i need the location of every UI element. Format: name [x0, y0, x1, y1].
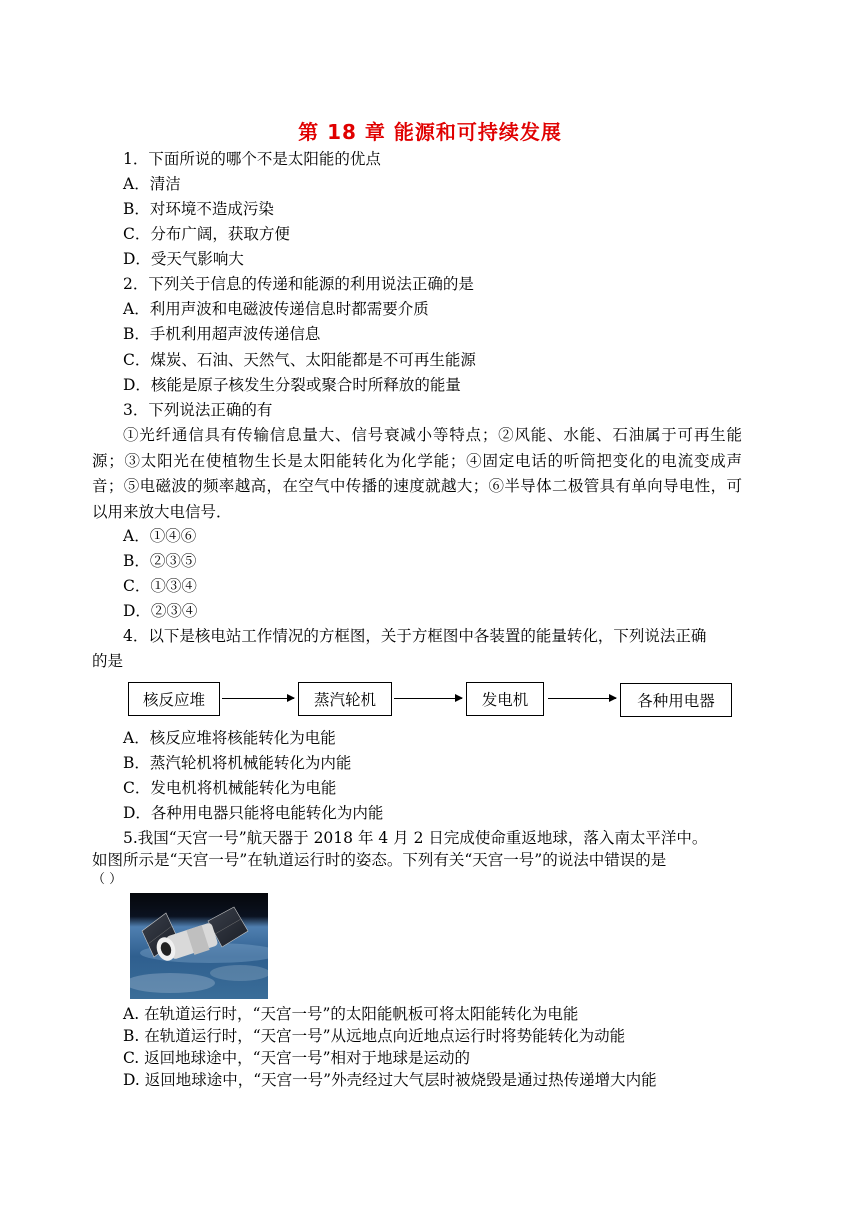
- question-3-stem: 3．下列说法正确的有: [123, 401, 273, 419]
- question-3-option-c: C．①③④: [123, 577, 197, 595]
- diagram-arrow-2: [394, 698, 462, 699]
- tiangong-spacecraft-icon: [130, 893, 268, 999]
- question-1-option-a: A．清洁: [123, 175, 181, 193]
- question-1-option-c: C．分布广阔，获取方便: [123, 225, 290, 243]
- question-2-stem: 2．下列关于信息的传递和能源的利用说法正确的是: [123, 275, 474, 293]
- question-2-option-d: D．核能是原子核发生分裂或聚合时所释放的能量: [123, 376, 461, 394]
- question-4-stem-line2: 的是: [92, 652, 124, 670]
- question-1-option-b: B．对环境不造成污染: [123, 200, 274, 218]
- question-2-option-c: C．煤炭、石油、天然气、太阳能都是不可再生能源: [123, 351, 476, 369]
- diagram-box-turbine: 蒸汽轮机: [298, 682, 392, 716]
- question-4-option-c: C．发电机将机械能转化为电能: [123, 779, 337, 797]
- question-5-answer-blank: （ ）: [92, 872, 123, 887]
- question-4-stem-line1: 4．以下是核电站工作情况的方框图，关于方框图中各装置的能量转化，下列说法正确: [123, 627, 707, 645]
- question-5-stem-line2: 如图所示是“天宫一号”在轨道运行时的姿态。下列有关“天宫一号”的说法中错误的是: [92, 851, 667, 869]
- question-5-option-a: A. 在轨道运行时，“天宫一号”的太阳能帆板可将太阳能转化为电能: [123, 1005, 579, 1023]
- question-4-option-a: A．核反应堆将核能转化为电能: [123, 729, 336, 747]
- diagram-box-reactor: 核反应堆: [128, 682, 220, 716]
- question-3-option-a: A．①④⑥: [123, 527, 197, 545]
- diagram-box-appliances: 各种用电器: [620, 683, 732, 717]
- diagram-arrow-1: [222, 698, 294, 699]
- question-5-stem-line1: 5.我国“天宫一号”航天器于 2018 年 4 月 2 日完成使命重返地球，落入南太平洋中。: [123, 829, 708, 847]
- question-3-option-b: B．②③⑤: [123, 552, 197, 570]
- question-2-option-a: A．利用声波和电磁波传递信息时都需要介质: [123, 300, 429, 318]
- diagram-box-generator: 发电机: [466, 682, 544, 716]
- diagram-arrow-3: [548, 698, 616, 699]
- question-4-option-b: B．蒸汽轮机将机械能转化为内能: [123, 754, 352, 772]
- chapter-title: 第 18 章 能源和可持续发展: [298, 120, 562, 144]
- question-3-option-d: D．②③④: [123, 602, 198, 620]
- question-1-option-d: D．受天气影响大: [123, 250, 244, 268]
- tiangong-photo: [130, 893, 268, 999]
- question-1-stem: 1．下面所说的哪个不是太阳能的优点: [123, 150, 381, 168]
- question-2-option-b: B．手机利用超声波传递信息: [123, 325, 321, 343]
- question-3-body: ①光纤通信具有传输信息量大、信号衰减小等特点；②风能、水能、石油属于可再生能源；③太阳光在使植物生长是太阳能转化为化学能；④固定电话的听筒把变化的电流变成声音；⑤电磁波的频率越高，在空气中传播的速度就越大；⑥半导体二极管具有单向导电性，可以用来放大电信号．: [92, 426, 742, 521]
- question-5-option-b: B. 在轨道运行时，“天宫一号”从远地点向近地点运行时将势能转化为动能: [123, 1027, 626, 1045]
- question-5-option-d: D. 返回地球途中，“天宫一号”外壳经过大气层时被烧毁是通过热传递增大内能: [123, 1071, 657, 1089]
- question-4-option-d: D．各种用电器只能将电能转化为内能: [123, 804, 384, 822]
- question-5-option-c: C. 返回地球途中，“天宫一号”相对于地球是运动的: [123, 1049, 471, 1067]
